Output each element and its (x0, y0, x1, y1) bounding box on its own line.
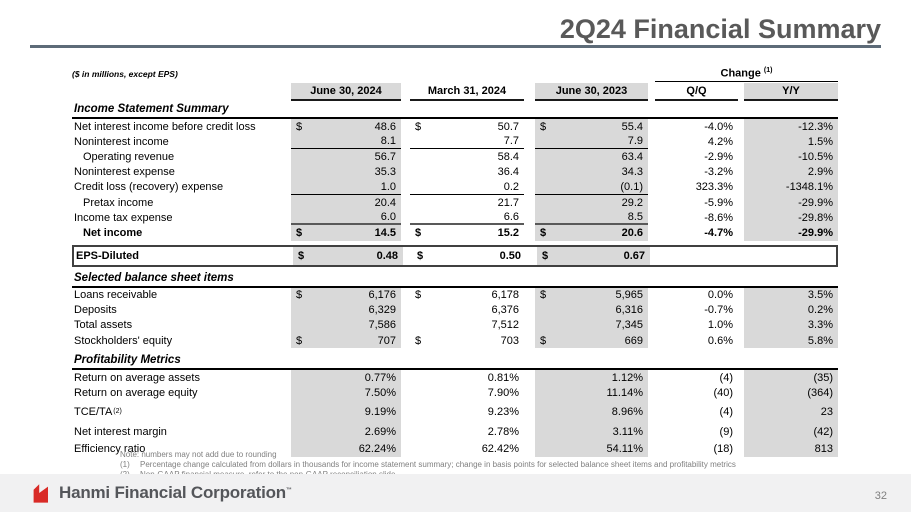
column-gap (401, 370, 410, 385)
column-gap (401, 401, 410, 423)
value-cell (291, 165, 401, 180)
value-cell (291, 119, 401, 134)
row-label: TCE/TA (2) (74, 405, 122, 418)
dollar-sign: $ (540, 289, 547, 302)
cell-value: 7,512 (491, 319, 519, 332)
column-gap (524, 401, 535, 423)
footer-bar (0, 474, 911, 512)
cell-value: 0.2 (503, 180, 519, 193)
cell-value: 55.4 (621, 120, 643, 133)
value-cell (410, 370, 524, 385)
change-yy-cell: -1348.1% (744, 180, 838, 195)
column-gap (524, 370, 535, 385)
column-gap (401, 210, 410, 225)
column-gap (401, 165, 410, 180)
change-yy-cell: 3.3% (744, 318, 838, 333)
cell-value: 6.0 (380, 210, 396, 223)
table-row (72, 288, 838, 303)
value-cell (291, 423, 401, 442)
value-cell (535, 423, 648, 442)
column-gap (648, 134, 655, 149)
column-gap (401, 423, 410, 442)
value-cell (535, 134, 648, 149)
value-cell (291, 180, 401, 195)
financial-summary-table (72, 62, 838, 457)
table-row (72, 303, 838, 318)
column-gap (648, 370, 655, 385)
dollar-sign: $ (298, 249, 305, 262)
units-note: ($ in millions, except EPS) (72, 69, 178, 79)
table-row (72, 333, 838, 348)
change-qq-cell (657, 247, 740, 265)
page-number: 32 (874, 490, 887, 502)
value-cell (535, 333, 648, 348)
column-gap (401, 385, 410, 400)
change-qq-cell: -8.6% (704, 211, 733, 224)
value-cell (537, 247, 650, 265)
change-label: Change (720, 68, 761, 80)
table-sections (72, 101, 838, 457)
dollar-sign: $ (296, 226, 303, 239)
value-cell (535, 210, 648, 225)
change-qq-cell: -5.9% (704, 196, 733, 209)
change-yy-cell: 2.9% (744, 165, 838, 180)
change-column-group-header (655, 67, 838, 82)
column-gap (524, 134, 535, 149)
column-header-june-30-2023: June 30, 2023 (535, 83, 648, 101)
table-row (72, 195, 838, 210)
cell-value: 3.11% (612, 426, 643, 439)
table-row (72, 370, 838, 385)
table-section (72, 101, 838, 241)
column-gap (648, 149, 655, 164)
cell-value: 2.69% (364, 426, 396, 439)
dollar-sign: $ (417, 249, 424, 262)
value-cell (410, 401, 524, 423)
row-label: Pretax income (83, 196, 154, 209)
table-row (74, 247, 836, 265)
row-label: Loans receivable (74, 289, 158, 302)
column-gap (524, 318, 535, 333)
value-cell (535, 318, 648, 333)
column-gap (648, 225, 655, 240)
cell-value: 1.12% (611, 371, 643, 384)
column-header-row (72, 83, 838, 101)
column-gap (648, 165, 655, 180)
column-gap (403, 247, 412, 265)
footnote-ref-2: (2) (113, 408, 122, 416)
row-label: Deposits (74, 304, 117, 317)
row-label: Stockholders' equity (74, 334, 173, 347)
cell-value: 6,178 (491, 289, 519, 302)
value-cell (410, 225, 524, 240)
column-gap (401, 149, 410, 164)
cell-value: 7.50% (364, 387, 396, 400)
value-cell (535, 303, 648, 318)
column-gap (524, 119, 535, 134)
value-cell (410, 180, 524, 195)
change-yy-cell: (35) (744, 370, 838, 385)
column-gap (524, 385, 535, 400)
table-row (72, 134, 838, 149)
change-yy-cell: -12.3% (744, 119, 838, 134)
value-cell (410, 303, 524, 318)
cell-value: 20.6 (621, 226, 643, 239)
column-gap (648, 423, 655, 442)
cell-value: 8.96% (611, 405, 643, 418)
cell-value: 6,316 (615, 304, 643, 317)
cell-value: 6,176 (368, 289, 396, 302)
cell-value: 62.42% (481, 443, 519, 456)
row-label: Return on average assets (74, 371, 200, 384)
value-cell (291, 303, 401, 318)
column-gap (524, 165, 535, 180)
row-label: Noninterest income (74, 135, 169, 148)
column-gap (401, 318, 410, 333)
value-cell (410, 423, 524, 442)
dollar-sign: $ (540, 334, 547, 347)
column-header-march-31-2024: March 31, 2024 (410, 83, 524, 101)
row-label: Net income (83, 226, 143, 239)
value-cell (410, 385, 524, 400)
cell-value: 7.9 (627, 135, 643, 148)
company-logo (28, 481, 292, 505)
change-qq-cell: 0.6% (707, 334, 733, 347)
cell-value: 6,329 (368, 304, 396, 317)
table-row (72, 318, 838, 333)
value-cell (535, 225, 648, 240)
column-gap (648, 401, 655, 423)
section-heading: Selected balance sheet items (72, 270, 838, 288)
cell-value: 6,376 (491, 304, 519, 317)
change-qq-cell: -2.9% (704, 150, 733, 163)
dollar-sign: $ (415, 226, 422, 239)
change-qq-cell: (4) (719, 371, 733, 384)
cell-value: 7,345 (615, 319, 643, 332)
table-row (72, 385, 838, 400)
cell-value: 21.7 (497, 196, 519, 209)
cell-value: 48.6 (374, 120, 396, 133)
column-gap (401, 303, 410, 318)
value-cell (410, 134, 524, 149)
column-header-june-30-2024: June 30, 2024 (291, 83, 401, 101)
cell-value: 34.3 (621, 166, 643, 179)
value-cell (535, 195, 648, 210)
value-cell (410, 149, 524, 164)
change-qq-cell: 0.0% (707, 289, 733, 302)
column-gap (648, 180, 655, 195)
page-title: 2Q24 Financial Summary (559, 14, 881, 44)
row-label: Income tax expense (74, 211, 173, 224)
cell-value: 2.78% (487, 426, 519, 439)
footnote-ref-1: (1) (763, 67, 773, 75)
cell-value: 7.90% (487, 387, 519, 400)
value-cell (535, 180, 648, 195)
value-cell (410, 288, 524, 303)
change-qq-cell: (18) (713, 443, 733, 456)
change-qq-cell: (4) (719, 405, 733, 418)
row-label: Noninterest expense (74, 166, 175, 179)
row-label: EPS-Diluted (76, 249, 139, 262)
change-qq-cell: 323.3% (695, 181, 733, 194)
value-cell (293, 247, 403, 265)
table-row (72, 225, 838, 240)
dollar-sign: $ (415, 289, 422, 302)
change-qq-cell: (9) (719, 426, 733, 439)
row-label: Net interest income before credit loss (74, 120, 256, 133)
cell-value: 0.67 (623, 249, 645, 262)
column-gap (524, 303, 535, 318)
cell-value: 0.81% (487, 371, 519, 384)
change-yy-cell: 813 (744, 442, 838, 457)
column-gap (401, 119, 410, 134)
change-qq-cell: -4.0% (704, 120, 733, 133)
value-cell (410, 195, 524, 210)
change-yy-cell: -29.9% (744, 195, 838, 210)
cell-value: 0.50 (499, 249, 521, 262)
cell-value: 29.2 (621, 196, 643, 209)
cell-value: 6.6 (503, 210, 519, 223)
cell-value: 669 (624, 334, 643, 347)
value-cell (291, 401, 401, 423)
change-yy-cell (746, 247, 838, 265)
table-section (72, 352, 838, 457)
dollar-sign: $ (296, 289, 303, 302)
column-gap (524, 225, 535, 240)
change-yy-cell: -29.8% (744, 210, 838, 225)
cell-value: 7,586 (368, 319, 396, 332)
cell-value: 62.24% (358, 443, 396, 456)
column-gap (401, 195, 410, 210)
value-cell (410, 318, 524, 333)
table-row (72, 180, 838, 195)
dollar-sign: $ (540, 226, 547, 239)
cell-value: 15.2 (497, 226, 519, 239)
row-label: Operating revenue (83, 150, 175, 163)
column-gap (524, 195, 535, 210)
cell-value: 703 (500, 334, 519, 347)
company-logo-text (59, 483, 292, 503)
cell-value: 7.7 (503, 135, 519, 148)
value-cell (291, 318, 401, 333)
value-cell (535, 370, 648, 385)
column-gap (526, 247, 537, 265)
column-gap (648, 333, 655, 348)
table-row (72, 149, 838, 164)
value-cell (535, 119, 648, 134)
change-qq-cell: 1.0% (707, 319, 733, 332)
dollar-sign: $ (296, 120, 303, 133)
change-qq-cell: -0.7% (704, 304, 733, 317)
dollar-sign: $ (415, 120, 422, 133)
table-row (72, 210, 838, 225)
change-yy-cell: 0.2% (744, 303, 838, 318)
change-qq-cell: (40) (713, 387, 733, 400)
value-cell (291, 370, 401, 385)
change-yy-cell: (42) (744, 423, 838, 442)
table-row (72, 401, 838, 423)
table-row (72, 119, 838, 134)
value-cell (291, 385, 401, 400)
cell-value: 36.4 (497, 166, 519, 179)
column-gap (650, 247, 657, 265)
rounding-note: Note: numbers may not add due to rounding (120, 450, 277, 459)
column-gap (524, 180, 535, 195)
column-gap (524, 288, 535, 303)
cell-value: 707 (377, 334, 396, 347)
value-cell (291, 225, 401, 240)
column-gap (401, 180, 410, 195)
column-gap (648, 288, 655, 303)
value-cell (410, 333, 524, 348)
dollar-sign: $ (415, 334, 422, 347)
dollar-sign: $ (540, 120, 547, 133)
column-gap (401, 134, 410, 149)
column-gap (524, 333, 535, 348)
value-cell (291, 210, 401, 225)
value-cell (535, 401, 648, 423)
column-gap (524, 423, 535, 442)
cell-value: 0.77% (364, 371, 396, 384)
value-cell (410, 165, 524, 180)
value-cell (291, 149, 401, 164)
column-gap (648, 210, 655, 225)
row-label: Net interest margin (74, 426, 167, 439)
column-header-yy: Y/Y (744, 83, 838, 101)
cell-value: 14.5 (374, 226, 396, 239)
cell-value: 5,965 (615, 289, 643, 302)
value-cell (535, 385, 648, 400)
column-header-qq: Q/Q (655, 83, 738, 101)
table-row (72, 423, 838, 442)
cell-value: 58.4 (497, 150, 519, 163)
eps-box (72, 245, 838, 267)
column-gap (401, 288, 410, 303)
cell-value: 56.7 (374, 150, 396, 163)
footnote-1-ref: (1) (120, 459, 130, 469)
table-row (72, 165, 838, 180)
cell-value: 50.7 (497, 120, 519, 133)
change-qq-cell: -3.2% (704, 166, 733, 179)
footnote-1 (120, 460, 800, 470)
cell-value: 8.5 (627, 210, 643, 223)
row-label: Total assets (74, 319, 133, 332)
cell-value: 35.3 (374, 166, 396, 179)
change-yy-cell: 23 (744, 401, 838, 423)
column-gap (648, 318, 655, 333)
title-divider (30, 45, 881, 48)
cell-value: 9.19% (364, 405, 396, 418)
footnote-1-text: Percentage change calculated from dollars in thousands for income statement summary; change in basis points for selected balance sheet items and profitability metrics (140, 459, 736, 469)
change-yy-cell: (364) (744, 385, 838, 400)
table-meta-row (72, 62, 838, 82)
column-gap (648, 195, 655, 210)
change-yy-cell: -10.5% (744, 149, 838, 164)
change-yy-cell: 1.5% (744, 134, 838, 149)
section-heading: Income Statement Summary (72, 101, 838, 119)
column-gap (648, 119, 655, 134)
hanmi-logo-icon (28, 481, 52, 505)
column-gap (524, 149, 535, 164)
column-gap (648, 385, 655, 400)
column-gap (524, 210, 535, 225)
trademark-symbol: ™ (285, 487, 292, 494)
column-gap (401, 333, 410, 348)
value-cell (535, 288, 648, 303)
cell-value: 0.48 (376, 249, 398, 262)
cell-value: 11.14% (606, 387, 643, 400)
cell-value: 63.4 (621, 150, 643, 163)
change-yy-cell: 5.8% (744, 333, 838, 348)
value-cell (410, 119, 524, 134)
company-name: Hanmi Financial Corporation (59, 483, 286, 502)
value-cell (410, 210, 524, 225)
cell-value: 8.1 (380, 135, 396, 148)
value-cell (291, 134, 401, 149)
table-section (72, 270, 838, 349)
cell-value: 1.0 (380, 180, 396, 193)
value-cell (291, 333, 401, 348)
dollar-sign: $ (296, 334, 303, 347)
value-cell (535, 165, 648, 180)
dollar-sign: $ (542, 249, 549, 262)
cell-value: (0.1) (620, 180, 643, 193)
column-gap (648, 303, 655, 318)
value-cell (535, 149, 648, 164)
cell-value: 20.4 (374, 196, 396, 209)
value-cell (291, 195, 401, 210)
change-qq-cell: -4.7% (704, 226, 733, 239)
value-cell (412, 247, 526, 265)
cell-value: 54.11% (606, 443, 643, 456)
value-cell (291, 288, 401, 303)
row-label: Efficiency ratio (74, 443, 146, 456)
change-yy-cell: 3.5% (744, 288, 838, 303)
change-yy-cell: -29.9% (744, 225, 838, 240)
change-qq-cell: 4.2% (707, 135, 733, 148)
section-heading: Profitability Metrics (72, 352, 838, 370)
cell-value: 9.23% (487, 405, 519, 418)
row-label: Return on average equity (74, 387, 198, 400)
column-gap (401, 225, 410, 240)
row-label: Credit loss (recovery) expense (74, 181, 224, 194)
